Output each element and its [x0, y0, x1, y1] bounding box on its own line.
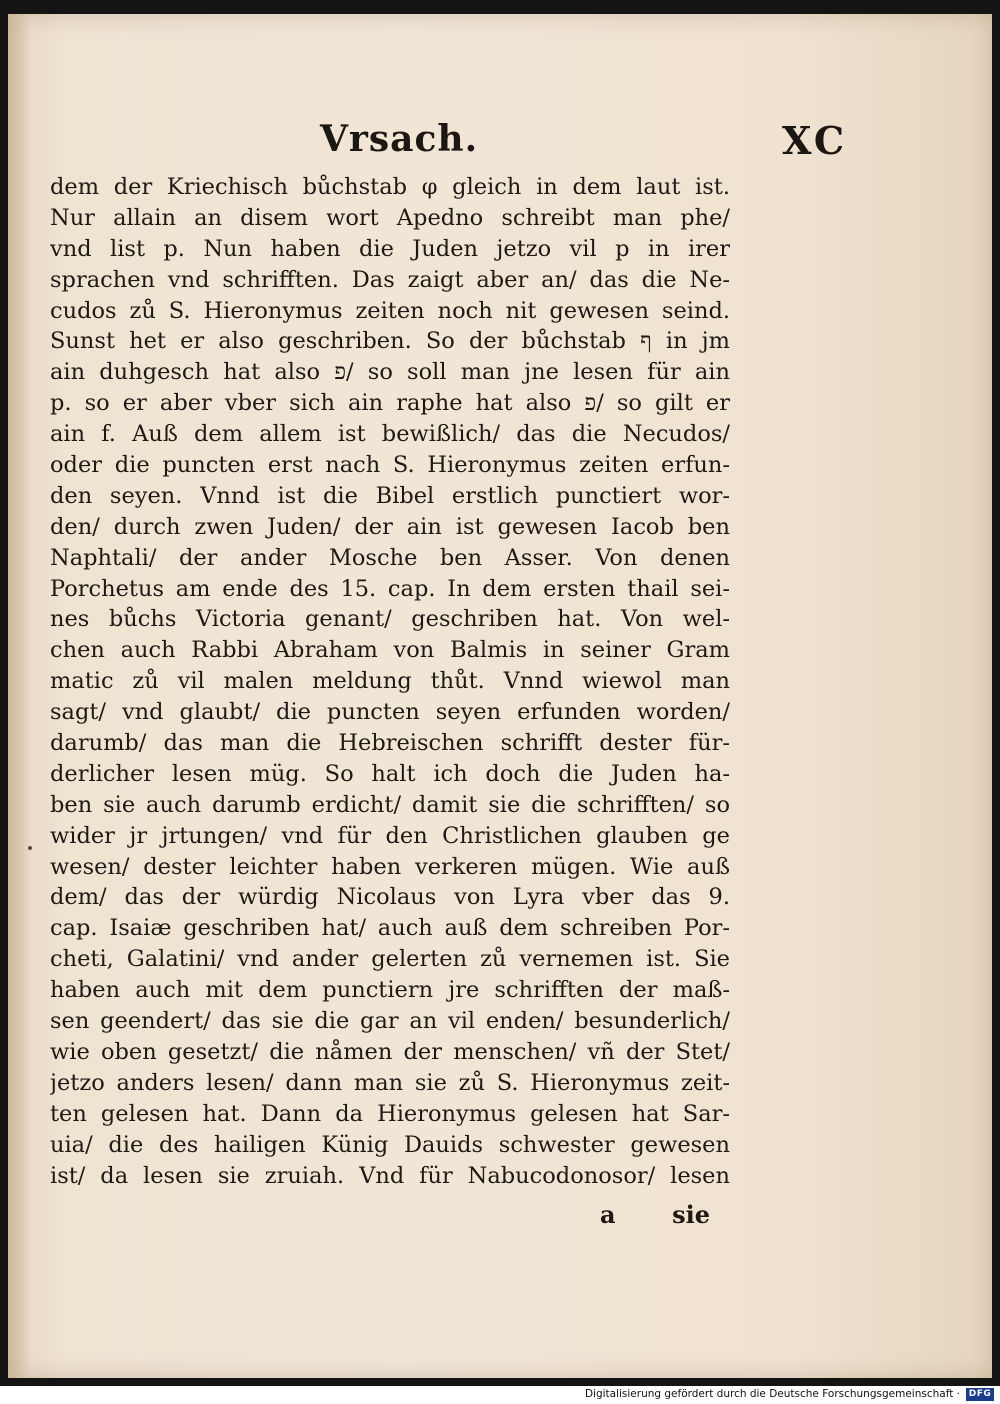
text-line: oder die puncten erst nach S. Hieronymus zeiten erfun- — [50, 452, 730, 479]
text-line: ain duhgesch hat also פ/ so soll man jne lesen für ain — [50, 359, 730, 386]
catchword: sie — [672, 1200, 710, 1229]
text-line: ben sie auch darumb erdicht/ damit sie die schrifften/ so — [50, 791, 730, 818]
text-line: ten gelesen hat. Dann da Hieronymus gelesen hat Sar- — [50, 1100, 730, 1127]
text-line: darumb/ das man die Hebreischen schrifft dester für- — [50, 730, 730, 757]
folio-number: XC — [782, 118, 848, 163]
text-line: sagt/ vnd glaubt/ die puncten seyen erfunden worden/ — [50, 699, 730, 726]
text-line: ist/ da lesen sie zruiah. Vnd für Nabucodonosor/ lesen — [50, 1162, 730, 1189]
text-line: cudos zů S. Hieronymus zeiten noch nit gewesen seind. — [50, 297, 730, 324]
dfg-logo-icon: DFG — [966, 1388, 994, 1401]
signature-mark: a — [600, 1200, 616, 1229]
text-line: cap. Isaiæ geschriben hat/ auch auß dem schreiben Por- — [50, 915, 730, 942]
text-line: Sunst het er also geschriben. So der bůchstab ף in jm — [50, 328, 730, 355]
text-line: wesen/ dester leichter haben verkeren mügen. Wie auß — [50, 853, 730, 880]
text-line: wie oben gesetzt/ die nåmen der menschen/ vñ der Stet/ — [50, 1038, 730, 1065]
running-head: Vrsach. — [320, 118, 479, 160]
page-foot-row — [50, 1200, 710, 1234]
text-line: matic zů vil malen meldung thůt. Vnnd wiewol man — [50, 668, 730, 695]
text-line: p. so er aber vber sich ain raphe hat also פ/ so gilt er — [50, 390, 730, 417]
footer-bar — [0, 1386, 1000, 1404]
text-line: den seyen. Vnnd ist die Bibel erstlich punctiert wor- — [50, 482, 730, 509]
text-line: cheti, Galatini/ vnd ander gelerten zů vernemen ist. Sie — [50, 946, 730, 973]
page-gutter-shadow — [8, 14, 30, 1378]
text-line: Nur allain an disem wort Apedno schreibt man phe/ — [50, 204, 730, 231]
text-line: den/ durch zwen Juden/ der ain ist gewesen Iacob ben — [50, 513, 730, 540]
text-line: ain f. Auß dem allem ist bewißlich/ das die Necudos/ — [50, 421, 730, 448]
text-line: Porchetus am ende des 15. cap. In dem ersten thail sei- — [50, 575, 730, 602]
text-line: sen geendert/ das sie die gar an vil enden/ besunderlich/ — [50, 1008, 730, 1035]
text-line: derlicher lesen müg. So halt ich doch die Juden ha- — [50, 760, 730, 787]
text-line: haben auch mit dem punctiern jre schrifften der maß- — [50, 977, 730, 1004]
text-line: jetzo anders lesen/ dann man sie zů S. Hieronymus zeit- — [50, 1069, 730, 1096]
text-line: wider jr jrtungen/ vnd für den Christlichen glauben ge — [50, 822, 730, 849]
text-line: chen auch Rabbi Abraham von Balmis in seiner Gram — [50, 637, 730, 664]
text-line: dem/ das der würdig Nicolaus von Lyra vber das 9. — [50, 884, 730, 911]
text-line: sprachen vnd schrifften. Das zaigt aber an/ das die Ne- — [50, 266, 730, 293]
text-line: Naphtali/ der ander Mosche ben Asser. Von denen — [50, 544, 730, 571]
text-line: vnd list p. Nun haben die Juden jetzo vil p in irer — [50, 235, 730, 262]
text-line: dem der Kriechisch bůchstab φ gleich in dem laut ist. — [50, 174, 730, 200]
body-text — [50, 172, 730, 1191]
text-line: uia/ die des hailigen Künig Dauids schwester gewesen — [50, 1131, 730, 1158]
text-line: nes bůchs Victoria genant/ geschriben hat. Von wel- — [50, 606, 730, 633]
margin-mark — [28, 846, 32, 850]
footer-credit: Digitalisierung gefördert durch die Deutsche Forschungsgemeinschaft · — [584, 1388, 960, 1400]
